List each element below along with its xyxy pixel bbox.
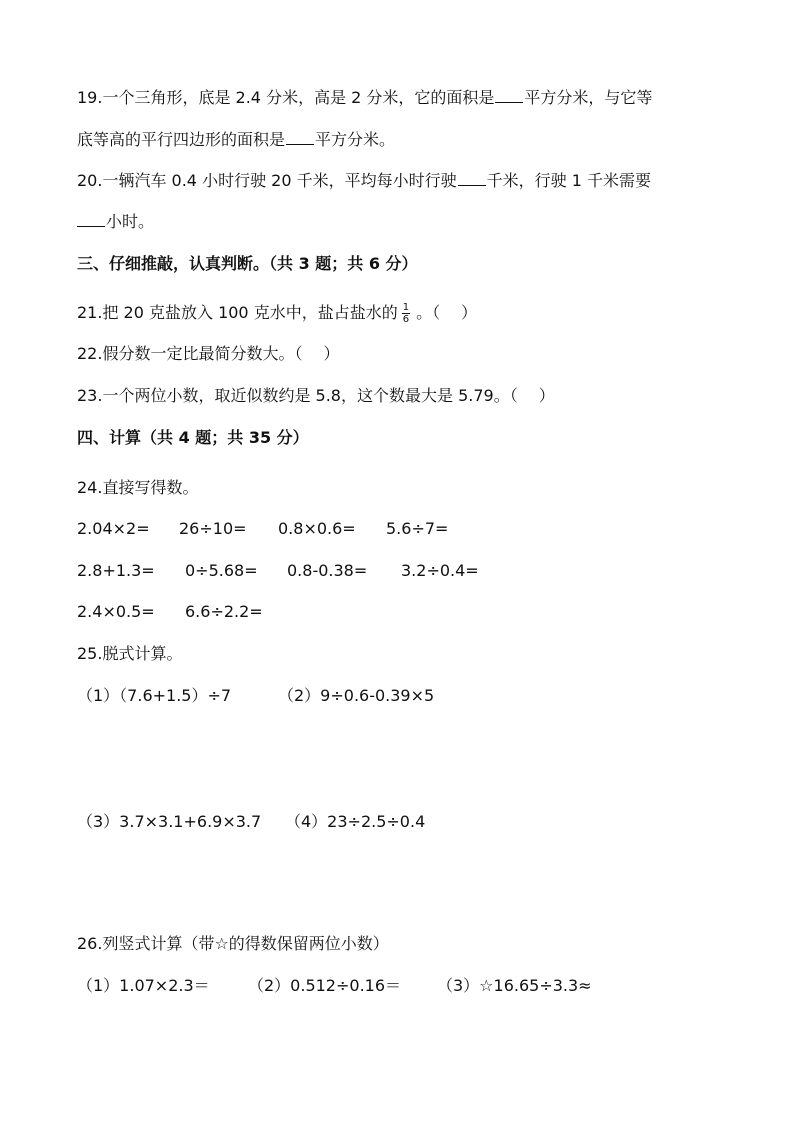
q25-part-2: （2）9÷0.6-0.39×5 [278,686,435,705]
q24-item: 2.04×2= [77,519,150,538]
section4-title: 四、计算（共 4 题；共 35 分） [77,428,309,447]
q19-text-a: 19.一个三角形，底是 2.4 分米，高是 2 分米，它的面积是 [77,88,495,107]
q24-title: 24.直接写得数。 [77,478,199,497]
q24-item: 5.6÷7= [386,519,449,538]
q19-line1 [77,88,652,108]
q20-text-c: 小时。 [106,212,155,231]
q19-blank-2[interactable] [286,130,314,145]
q21-fraction [402,302,410,325]
q23: 23.一个两位小数，取近似数约是 5.8，这个数最大是 5.79。（ ） [77,386,555,405]
q20-line1 [77,171,651,191]
q26-title: 26.列竖式计算（带☆的得数保留两位小数） [77,934,389,953]
q19-text-b: 平方分米，与它等 [524,88,653,107]
q24-item: 2.4×0.5= [77,602,155,621]
q21-frac-numerator: 1 [402,302,410,313]
q22: 22.假分数一定比最简分数大。（ ） [77,344,340,363]
q20-blank-1[interactable] [458,171,486,186]
q19-blank-1[interactable] [495,88,523,103]
q20-line2 [77,212,154,232]
q26-part-1: （1）1.07×2.3＝ [77,976,210,995]
q24-item: 2.8+1.3= [77,561,155,580]
q26-part-3: （3）☆16.65÷3.3≈ [437,976,592,995]
q20-blank-2[interactable] [77,212,105,227]
q19-line2 [77,130,395,150]
q25-title: 25.脱式计算。 [77,644,183,663]
q25-part-1: （1）（7.6+1.5）÷7 [77,686,232,705]
q19-text-c: 底等高的平行四边形的面积是 [77,130,286,149]
q24-item: 0.8-0.38= [287,561,368,580]
q20-text-b: 千米，行驶 1 千米需要 [486,171,651,190]
section3-title: 三、仔细推敲，认真判断。（共 3 题；共 6 分） [77,254,418,273]
q26-part-2: （2）0.512÷0.16＝ [248,976,402,995]
q24-item: 0÷5.68= [185,561,258,580]
q24-item: 0.8×0.6= [278,519,356,538]
q21-frac-denominator: 6 [402,314,410,325]
q21-text-b: 。（ ） [416,303,478,322]
q24-item: 26÷10= [179,519,247,538]
q21 [77,302,477,325]
q19-text-d: 平方分米。 [315,130,396,149]
q24-item: 6.6÷2.2= [185,602,263,621]
q24-item: 3.2÷0.4= [401,561,479,580]
q20-text-a: 20.一辆汽车 0.4 小时行驶 20 千米，平均每小时行驶 [77,171,457,190]
q21-text-a: 21.把 20 克盐放入 100 克水中，盐占盐水的 [77,303,398,322]
q25-part-3: （3）3.7×3.1+6.9×3.7 [77,812,262,831]
q25-part-4: （4）23÷2.5÷0.4 [285,812,426,831]
